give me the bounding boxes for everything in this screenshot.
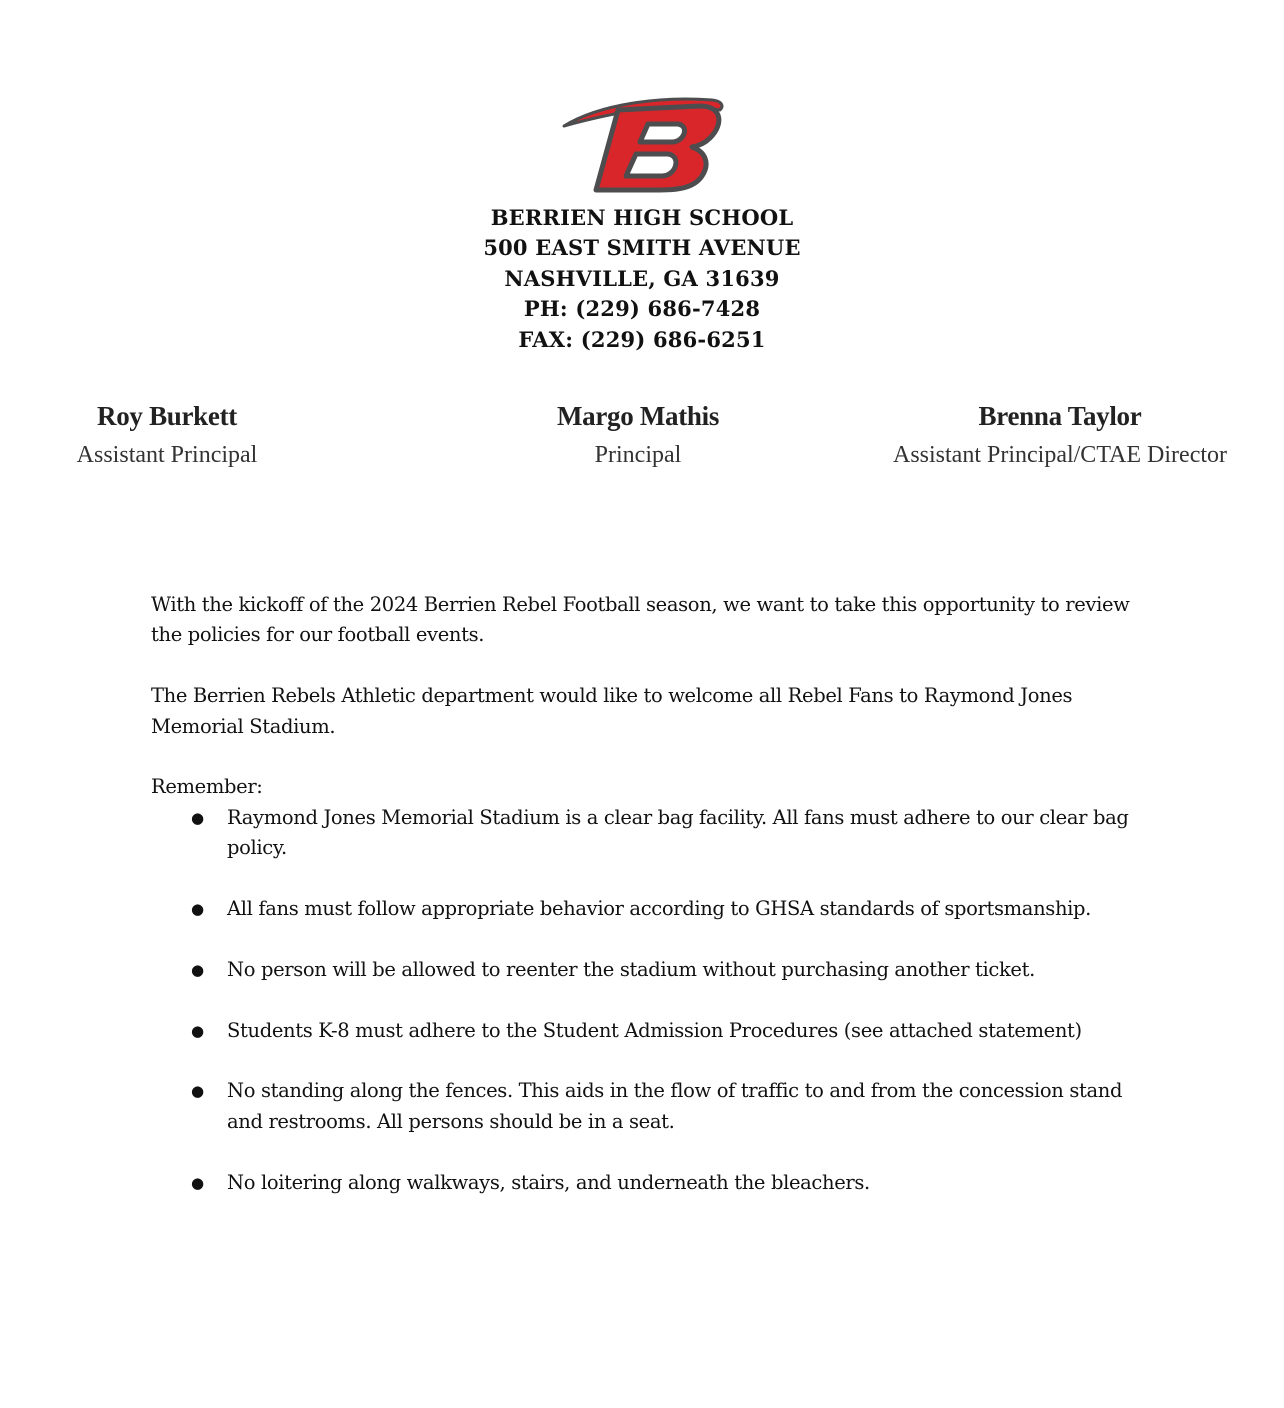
rule-text: No standing along the fences. This aids in the flow of traffic to and from the concession stand and restrooms. All persons should be in a seat. [227, 1079, 1123, 1133]
list-item [151, 955, 1151, 985]
rule-text: No loitering along walkways, stairs, and underneath the bleachers. [227, 1170, 870, 1194]
staff-ctae-director [890, 398, 1230, 476]
welcome-paragraph: The Berrien Rebels Athletic department would like to welcome all Rebel Fans to Raymond Jones Memorial Stadium. [151, 684, 1073, 738]
staff-title: Principal [594, 442, 682, 468]
list-item [151, 803, 1151, 864]
school-phone: PH: (229) 686-7428 [523, 296, 761, 322]
rule-text: Students K-8 must adhere to the Student Admission Procedures (see attached statement) [227, 1018, 1082, 1042]
intro-paragraph: With the kickoff of the 2024 Berrien Rebel Football season, we want to take this opportunity to review the policies for our football events. [151, 593, 1130, 647]
letter-body [151, 590, 1151, 1228]
staff-title: Assistant Principal [76, 442, 258, 468]
staff-name: Margo Mathis [556, 401, 720, 431]
staff-name: Roy Burkett [97, 401, 237, 431]
staff-principal [522, 398, 754, 476]
rule-text: No person will be allowed to reenter the stadium without purchasing another ticket. [227, 957, 1035, 981]
school-name: BERRIEN HIGH SCHOOL [490, 205, 794, 230]
school-address: 500 EAST SMITH AVENUE [483, 235, 801, 261]
rule-text: All fans must follow appropriate behavior according to GHSA standards of sportsmanship. [227, 897, 1092, 921]
school-header [0, 203, 1284, 355]
list-item [151, 1016, 1151, 1046]
bullet-icon: ● [191, 1082, 204, 1101]
bullet-icon: ● [191, 960, 204, 979]
remember-label: Remember: [151, 775, 263, 799]
school-city: NASHVILLE, GA 31639 [504, 265, 780, 291]
rules-list [151, 803, 1151, 1198]
bullet-icon: ● [191, 1021, 204, 1040]
staff-assistant-principal [60, 398, 274, 476]
letter-b-logo-icon [560, 94, 726, 196]
school-logo [560, 94, 726, 196]
school-fax: FAX: (229) 686-6251 [518, 326, 766, 352]
bullet-icon: ● [191, 900, 204, 919]
bullet-icon: ● [191, 808, 204, 827]
rule-text: Raymond Jones Memorial Stadium is a clear bag facility. All fans must adhere to our clear bag policy. [227, 805, 1129, 860]
staff-title: Assistant Principal/CTAE Director [892, 442, 1228, 468]
staff-name: Brenna Taylor [978, 401, 1142, 431]
list-item [151, 894, 1151, 924]
list-item [151, 1168, 1151, 1198]
list-item [151, 1076, 1151, 1137]
bullet-icon: ● [191, 1173, 204, 1192]
